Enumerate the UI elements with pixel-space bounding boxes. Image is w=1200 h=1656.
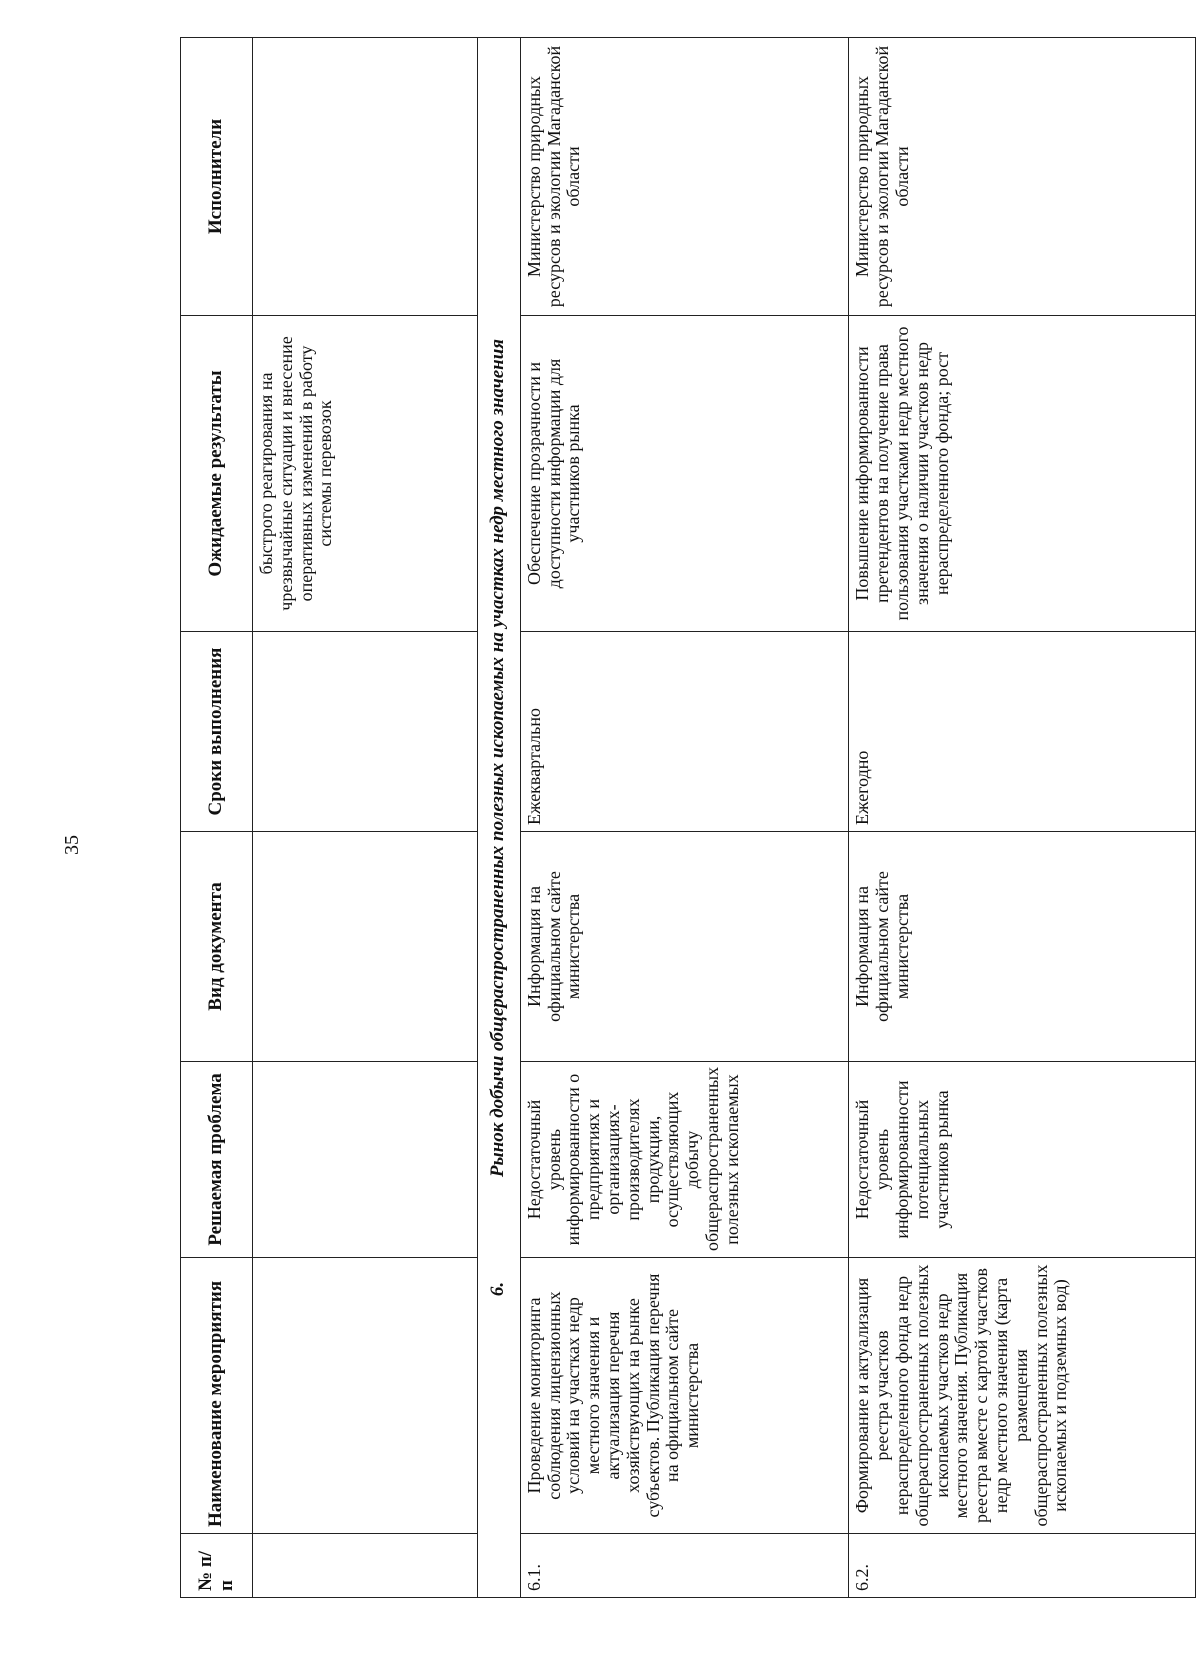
continued-executors: [253, 38, 478, 316]
row-doc-type: Информация на официальном сайте министерства: [520, 832, 849, 1062]
header-deadline: Сроки выполнения: [181, 632, 253, 832]
row-deadline: Ежегодно: [849, 632, 1196, 832]
row-num: 6.1.: [520, 1534, 849, 1598]
page-number: 35: [61, 835, 83, 855]
header-executors: Исполнители: [181, 38, 253, 316]
continued-deadline: [253, 632, 478, 832]
row-name: Формирование и актуализация реестра участков нераспределенного фонда недр общераспространенных полезных ископаемых участков недр местного значения. Публикация реестра вместе с картой участков недр местного значения (карта размещения общераспространенных полезных ископаемых и подземных вод): [849, 1258, 1196, 1534]
row-results: Обеспечение прозрачности и доступности информации для участников рынка: [520, 316, 849, 632]
section-heading: [478, 38, 521, 1598]
row-problem: Недостаточный уровень информированности о предприятиях и организациях-производителях продукции, осуществляющих добычу общераспространенных полезных ископаемых: [520, 1062, 849, 1258]
measures-table: [180, 37, 1196, 1598]
section-title: Рынок добычи общераспространенных полезных ископаемых на участках недр местного значения: [487, 338, 509, 1178]
continued-row: [253, 38, 478, 1598]
continued-doc-type: [253, 832, 478, 1062]
header-problem: Решаемая проблема: [181, 1062, 253, 1258]
header-results: Ожидаемые результаты: [181, 316, 253, 632]
continued-num: [253, 1534, 478, 1598]
continued-problem: [253, 1062, 478, 1258]
row-num: 6.2.: [849, 1534, 1196, 1598]
row-problem: Недостаточный уровень информированности потенциальных участников рынка: [849, 1062, 1196, 1258]
section-number: 6.: [487, 1281, 509, 1297]
table-row: [849, 38, 1196, 1598]
header-doc-type: Вид документа: [181, 832, 253, 1062]
section-row: [478, 38, 521, 1598]
rotated-table-container: [180, 38, 1196, 1598]
row-doc-type: Информация на официальном сайте министерства: [849, 832, 1196, 1062]
row-results: Повышение информированности претендентов на получение права пользования участками недр местного значения о наличии участков недр нераспределенного фонда; рост: [849, 316, 1196, 632]
header-num: № п/п: [181, 1534, 253, 1598]
continued-name: [253, 1258, 478, 1534]
row-deadline: Ежеквартально: [520, 632, 849, 832]
table-row: [520, 38, 849, 1598]
header-row: [181, 38, 253, 1598]
row-name: Проведение мониторинга соблюдения лицензионных условий на участках недр местного значения и актуализация перечня хозяйствующих на рынке субъектов. Публикация перечня на официальном сайте министерства: [520, 1258, 849, 1534]
row-executors: Министерство природных ресурсов и экологии Магаданской области: [849, 38, 1196, 316]
continued-results: быстрого реагирования на чрезвычайные ситуации и внесение оперативных изменений в работу системы перевозок: [253, 316, 478, 632]
row-executors: Министерство природных ресурсов и экологии Магаданской области: [520, 38, 849, 316]
header-name: Наименование мероприятия: [181, 1258, 253, 1534]
